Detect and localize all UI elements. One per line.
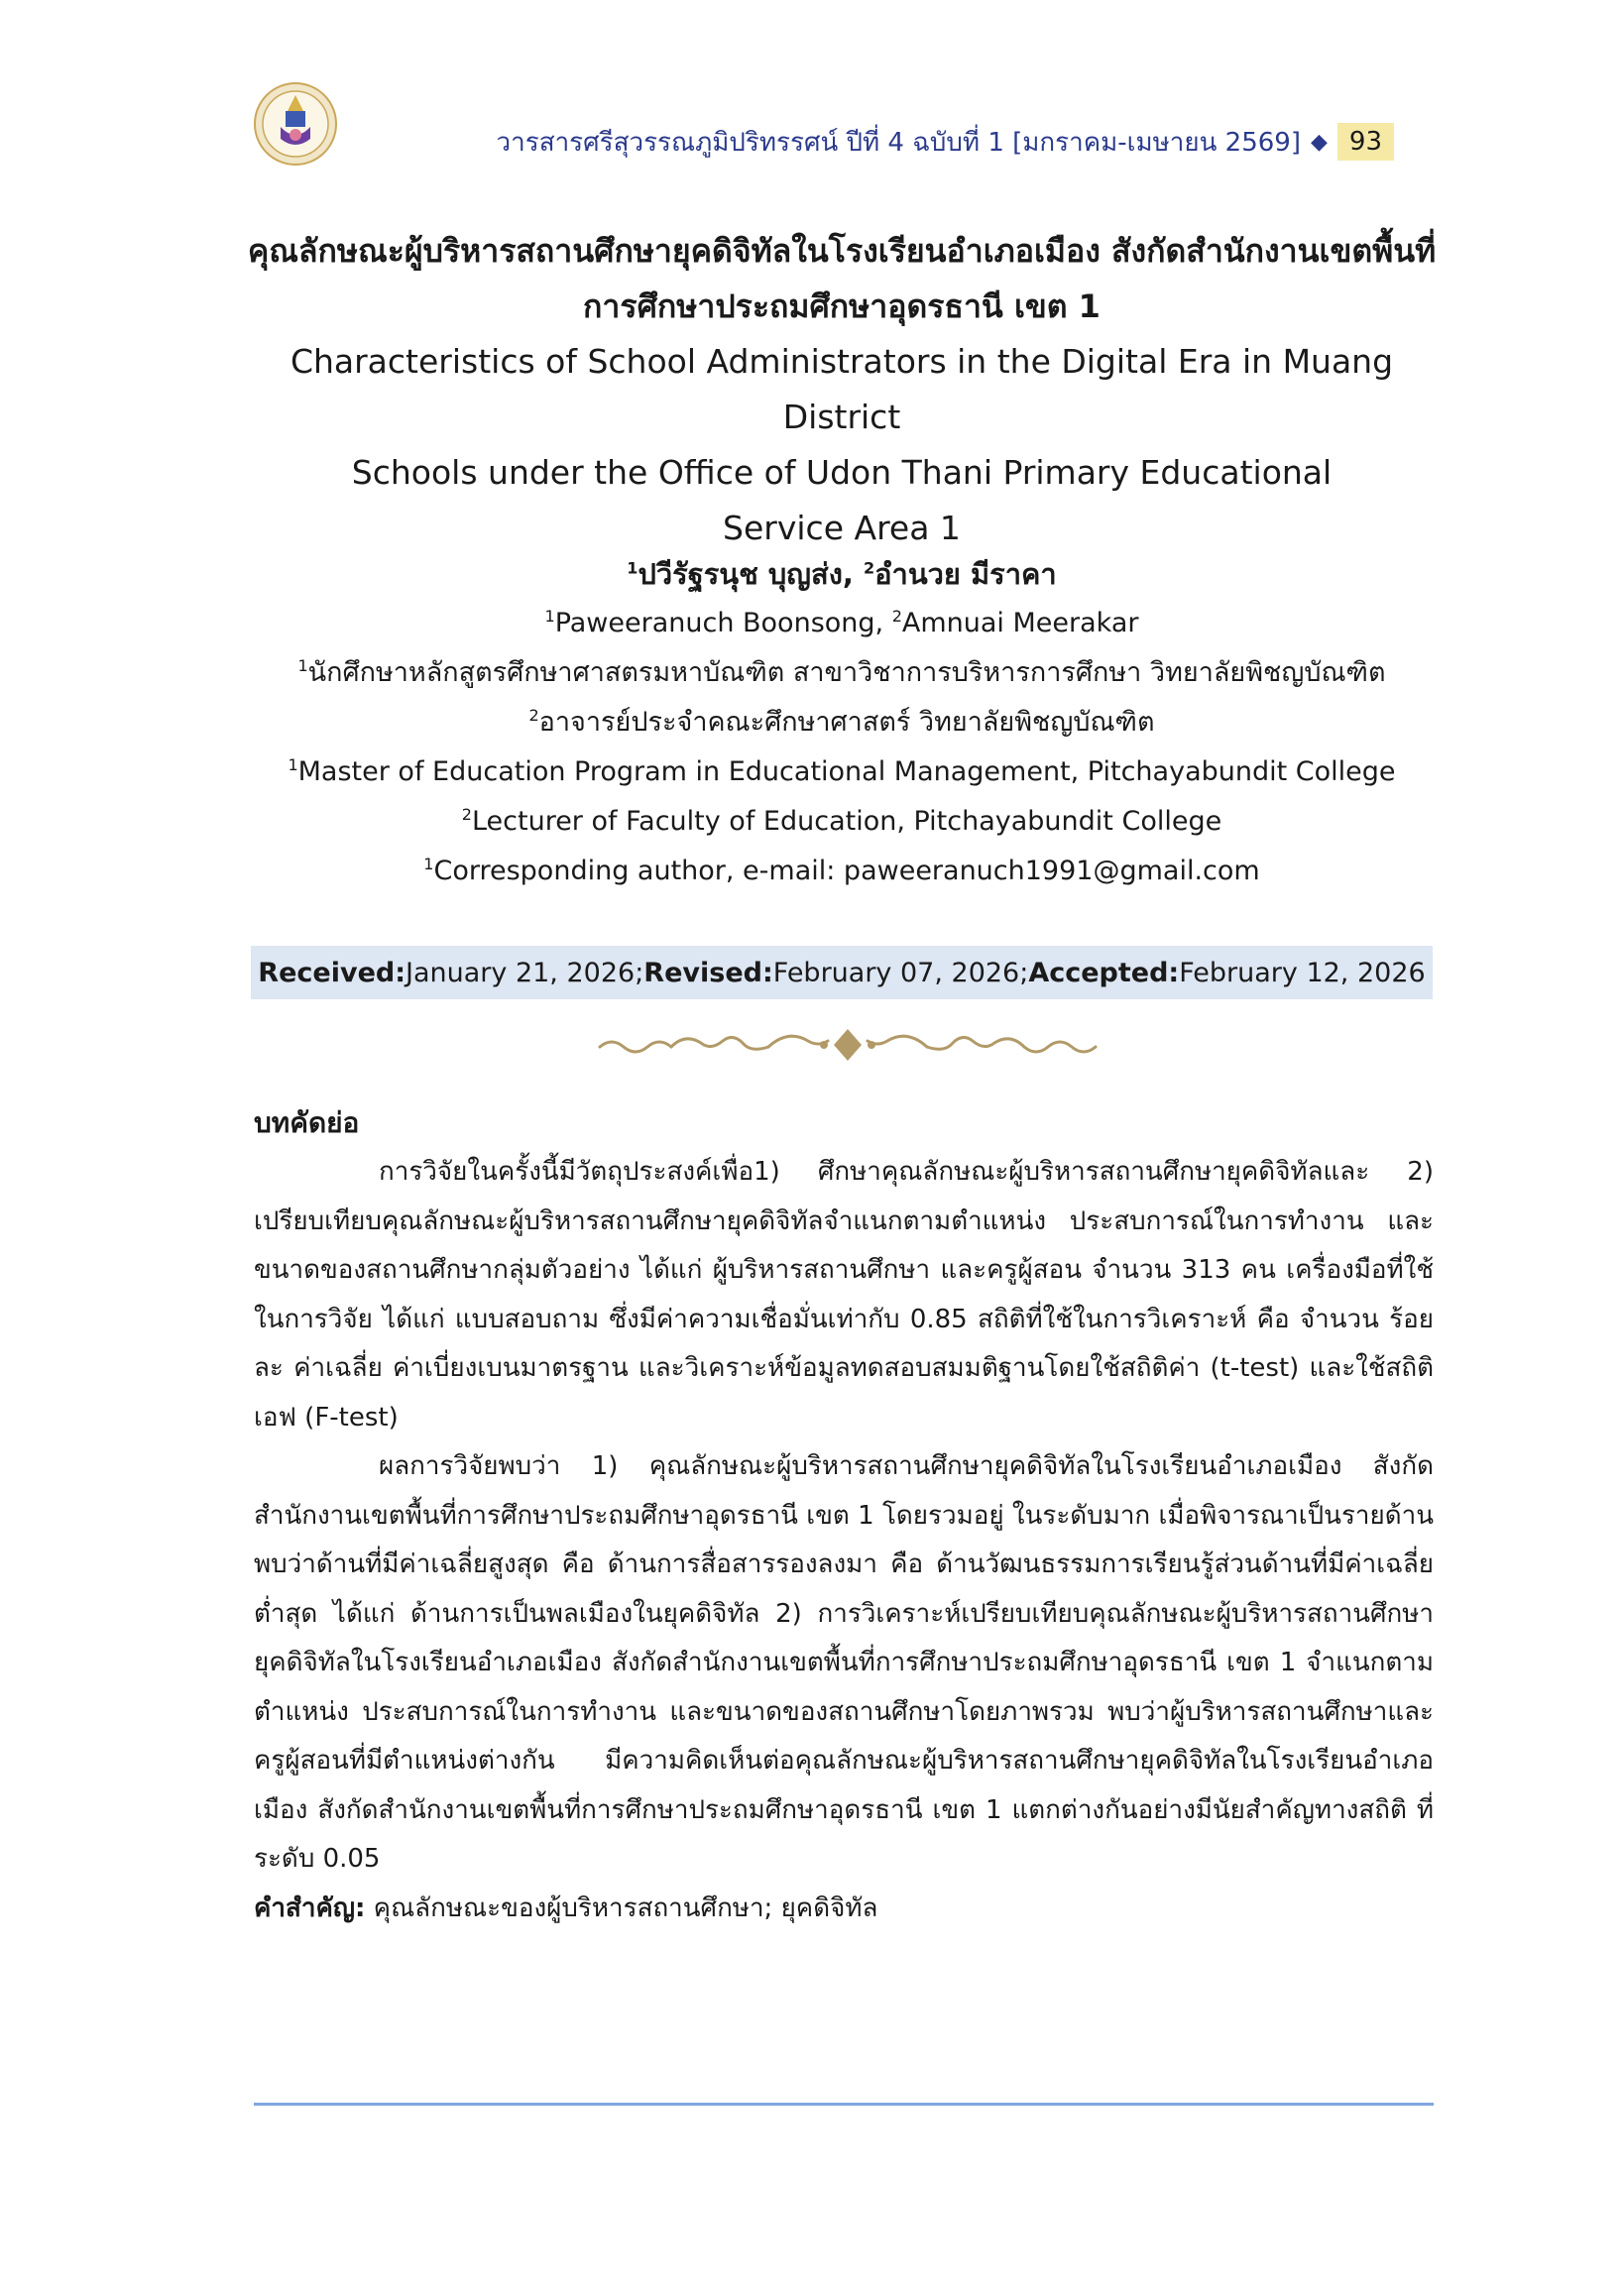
revised-date: February 07, 2026; [772,957,1029,988]
received-label: Received: [258,957,406,988]
title-th-line-2: การศึกษาประถมศึกษาอุดรธานี เขต 1 [583,287,1101,325]
affiliation-2-en [238,797,1446,847]
title-en-line-3: Service Area 1 [723,509,961,547]
abstract-heading: บทคัดย่อ [254,1106,360,1139]
author-name: Paweeranuch Boonsong, [554,608,892,638]
affiliation-text: Master of Education Program in Educational Management, Pitchayabundit College [297,756,1396,787]
corresponding-author [238,847,1446,896]
authors-en [238,599,1446,648]
keywords-label: คำสำคัญ: [254,1893,366,1923]
revised-label: Revised: [643,957,773,988]
abstract-section [254,1098,1434,1933]
accepted-date: February 12, 2026 [1179,957,1426,988]
affiliation-2-th [238,698,1446,747]
author-name: ปวีรัฐรนุช บุญส่ง, [638,557,864,591]
footer-rule [254,2103,1434,2106]
affiliation-text: Lecturer of Faculty of Education, Pitchayabundit College [471,806,1222,837]
author-name: Amnuai Meerakar [901,608,1139,638]
affiliation-text: นักศึกษาหลักสูตรศึกษาศาสตรมหาบัณฑิต สาขาวิชาการบริหารการศึกษา วิทยาลัยพิชญบัณฑิต [307,657,1386,688]
abstract-paragraph-1: การวิจัยในครั้งนี้มีวัตถุประสงค์เพื่อ1) ศึกษาคุณลักษณะผู้บริหารสถานศึกษายุคดิจิทัลและ 2) เปรียบเทียบคุณลักษณะผู้บริหารสถานศึกษายุคดิจิทัลจำแนกตามตำแหน่ง ประสบการณ์ในการทำงาน และขนาดของสถานศึกษากลุ่มตัวอย่าง ได้แก่ ผู้บริหารสถานศึกษา และครูผู้สอน จำนวน 313 คน เครื่องมือที่ใช้ในการวิจัย ได้แก่ แบบสอบถาม ซึ่งมีค่าความเชื่อมั่นเท่ากับ 0.85 สถิติที่ใช้ในการวิเคราะห์ คือ จำนวน ร้อยละ ค่าเฉลี่ย ค่าเบี่ยงเบนมาตรฐาน และวิเคราะห์ข้อมูลทดสอบสมมติฐานโดยใช้สถิติค่า (t-test) และใช้สถิติเอฟ (F-test) [254,1157,1434,1433]
abstract-paragraph-2: ผลการวิจัยพบว่า 1) คุณลักษณะผู้บริหารสถานศึกษายุคดิจิทัลในโรงเรียนอำเภอเมือง สังกัดสำนักงานเขตพื้นที่การศึกษาประถมศึกษาอุดรธานี เขต 1 โดยรวมอยู่ ในระดับมาก เมื่อพิจารณาเป็นรายด้าน พบว่าด้านที่มีค่าเฉลี่ยสูงสุด คือ ด้านการสื่อสารรองลงมา คือ ด้านวัฒนธรรมการเรียนรู้ส่วนด้านที่มีค่าเฉลี่ยต่ำสุด ได้แก่ ด้านการเป็นพลเมืองในยุคดิจิทัล 2) การวิเคราะห์เปรียบเทียบคุณลักษณะผู้บริหารสถานศึกษายุคดิจิทัลในโรงเรียนอำเภอเมือง สังกัดสำนักงานเขตพื้นที่การศึกษาประถมศึกษาอุดรธานี เขต 1 จำแนกตามตำแหน่ง ประสบการณ์ในการทำงาน และขนาดของสถานศึกษาโดยภาพรวม พบว่าผู้บริหารสถานศึกษาและครูผู้สอนที่มีตำแหน่งต่างกัน มีความคิดเห็นต่อคุณลักษณะผู้บริหารสถานศึกษายุคดิจิทัลในโรงเรียนอำเภอเมือง สังกัดสำนักงานเขตพื้นที่การศึกษาประถมศึกษาอุดรธานี เขต 1 แตกต่างกันอย่างมีนัยสำคัญทางสถิติ ที่ระดับ 0.05 [254,1451,1434,1874]
accepted-label: Accepted: [1028,957,1180,988]
affiliation-1-en [238,747,1446,797]
superscript: 2 [891,607,902,626]
running-head [497,122,1394,162]
title-th-line-1: คุณลักษณะผู้บริหารสถานศึกษายุคดิจิทัลในโรงเรียนอำเภอเมือง สังกัดสำนักงานเขตพื้นที่ [247,232,1437,270]
title-block [238,223,1446,556]
dates-bar [251,946,1433,999]
superscript: 1 [288,755,298,774]
journal-seal-icon [253,81,338,167]
page-number: 93 [1337,123,1394,161]
affiliation-1-th [238,648,1446,698]
authors-th [238,549,1446,599]
received-date: January 21, 2026; [406,957,644,988]
keywords-line [254,1885,1434,1934]
superscript: 1 [544,607,555,626]
superscript: 1 [627,558,638,578]
corresponding-text: Corresponding author, e-mail: paweeranuch1991@gmail.com [433,856,1260,886]
superscript: 2 [528,706,539,725]
title-en-line-1: Characteristics of School Administrators in the Digital Era in Muang District [290,342,1394,436]
authors-block [238,549,1446,896]
journal-name: วารสารศรีสุวรรณภูมิปริทรรศน์ ปีที่ 4 ฉบับที่ 1 [มกราคม-เมษายน 2569] [496,127,1301,158]
ornament-divider-icon [590,1021,1105,1069]
superscript: 1 [423,855,434,873]
superscript: 2 [863,558,875,578]
superscript: 1 [297,656,308,675]
diamond-icon: ◆ [1310,129,1328,155]
superscript: 2 [461,805,472,824]
affiliation-text: อาจารย์ประจำคณะศึกษาศาสตร์ วิทยาลัยพิชญบัณฑิต [538,707,1155,738]
author-name: อำนวย มีราคา [874,557,1057,591]
keywords-text: คุณลักษณะของผู้บริหารสถานศึกษา; ยุคดิจิทัล [365,1893,878,1923]
title-en-line-2: Schools under the Office of Udon Thani Primary Educational [351,453,1333,492]
